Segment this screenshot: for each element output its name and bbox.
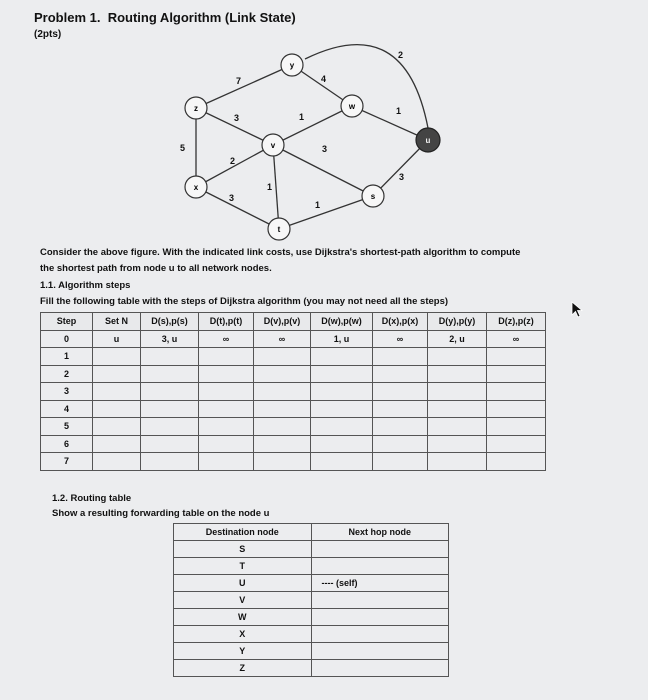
cost-w-v: 1: [299, 112, 305, 122]
header-next-hop-node: Next hop node: [311, 524, 449, 541]
svg-text:x: x: [193, 183, 199, 192]
cost-z-v: 3: [234, 113, 240, 123]
table-row: [174, 643, 449, 660]
section-algorithm-instructions: Fill the following table with the steps of Dijkstra algorithm (you may not need all the steps): [40, 296, 449, 307]
table-row: 2: [41, 365, 546, 383]
destination-cell: Y: [174, 643, 312, 660]
cost-w-u: 1: [396, 106, 402, 116]
table-row: 7: [41, 453, 546, 471]
svg-text:v: v: [270, 141, 276, 150]
header-destination-node: Destination node: [174, 524, 312, 541]
table-row: 5: [41, 418, 546, 436]
header-set-n: Set N: [93, 313, 141, 331]
edge-x-v: [196, 145, 273, 187]
instructions-line-2: the shortest path from node u to all network nodes.: [40, 263, 272, 274]
next-hop-cell[interactable]: [311, 643, 449, 660]
header-d-x: D(x),p(x): [373, 313, 428, 331]
svg-text:u: u: [425, 136, 431, 145]
node-s: [362, 185, 384, 207]
destination-cell: T: [174, 558, 312, 575]
svg-text:s: s: [370, 192, 376, 201]
cost-x-v: 2: [230, 156, 236, 166]
header-step: Step: [41, 313, 93, 331]
edge-w-v: [273, 106, 352, 145]
node-y: [281, 54, 303, 76]
network-graph: [0, 0, 648, 245]
table-row: 1: [41, 348, 546, 366]
table-row: 6: [41, 435, 546, 453]
node-z: [185, 97, 207, 119]
table-row: [174, 592, 449, 609]
forwarding-table-header: [174, 524, 449, 541]
cost-v-t: 1: [267, 182, 273, 192]
next-hop-cell[interactable]: [311, 609, 449, 626]
table-row: 0 u 3, u ∞ ∞ 1, u ∞ 2, u ∞: [41, 330, 546, 348]
section-routing-table: 1.2. Routing table: [52, 493, 132, 504]
section-algorithm-steps: 1.1. Algorithm steps: [40, 280, 131, 291]
steps-table-header: [41, 313, 546, 331]
next-hop-cell[interactable]: [311, 660, 449, 677]
next-hop-cell[interactable]: ---- (self): [311, 575, 449, 592]
edge-x-t: [196, 187, 279, 229]
destination-cell: Z: [174, 660, 312, 677]
table-row: [174, 575, 449, 592]
cost-x-t: 3: [229, 193, 235, 203]
svg-text:z: z: [194, 104, 198, 113]
next-hop-cell[interactable]: [311, 541, 449, 558]
table-row: [174, 609, 449, 626]
instructions-line-1: Consider the above figure. With the indicated link costs, use Dijkstra's shortest-path algorithm to compute: [40, 247, 521, 258]
node-u: [416, 128, 440, 152]
destination-cell: V: [174, 592, 312, 609]
next-hop-cell[interactable]: [311, 592, 449, 609]
cost-y-u: 2: [398, 50, 404, 60]
cost-v-s: 3: [322, 144, 328, 154]
section-routing-instructions: Show a resulting forwarding table on the node u: [52, 508, 270, 519]
node-w: [341, 95, 363, 117]
cost-u-s: 3: [399, 172, 405, 182]
node-t: [268, 218, 290, 240]
destination-cell: S: [174, 541, 312, 558]
next-hop-cell[interactable]: [311, 558, 449, 575]
header-d-t: D(t),p(t): [199, 313, 254, 331]
edge-z-y: [196, 65, 292, 108]
destination-cell: X: [174, 626, 312, 643]
edge-v-t: [273, 145, 279, 229]
mouse-pointer-icon: [571, 301, 583, 319]
table-row: [174, 626, 449, 643]
header-d-z: D(z),p(z): [487, 313, 546, 331]
table-row: [174, 541, 449, 558]
header-d-v: D(v),p(v): [254, 313, 311, 331]
cost-z-y: 7: [236, 76, 242, 86]
points-label: (2pts): [34, 29, 62, 40]
table-row: [174, 660, 449, 677]
problem-number: Problem 1.: [34, 10, 101, 25]
header-d-y: D(y),p(y): [428, 313, 487, 331]
svg-text:t: t: [277, 225, 281, 234]
node-v: [262, 134, 284, 156]
cost-z-x: 5: [180, 143, 186, 153]
header-d-w: D(w),p(w): [311, 313, 373, 331]
destination-cell: U: [174, 575, 312, 592]
table-row: 4: [41, 400, 546, 418]
node-x: [185, 176, 207, 198]
table-row: [174, 558, 449, 575]
dijkstra-steps-table: [40, 312, 546, 471]
cost-y-w: 4: [321, 74, 327, 84]
destination-cell: W: [174, 609, 312, 626]
edge-t-s: [279, 196, 373, 229]
table-row: 3: [41, 383, 546, 401]
cost-t-s: 1: [315, 200, 321, 210]
svg-text:y: y: [289, 61, 295, 70]
problem-heading: Routing Algorithm (Link State): [107, 10, 296, 25]
svg-text:w: w: [348, 102, 356, 111]
forwarding-table: [173, 523, 449, 677]
next-hop-cell[interactable]: [311, 626, 449, 643]
header-d-s: D(s),p(s): [141, 313, 199, 331]
